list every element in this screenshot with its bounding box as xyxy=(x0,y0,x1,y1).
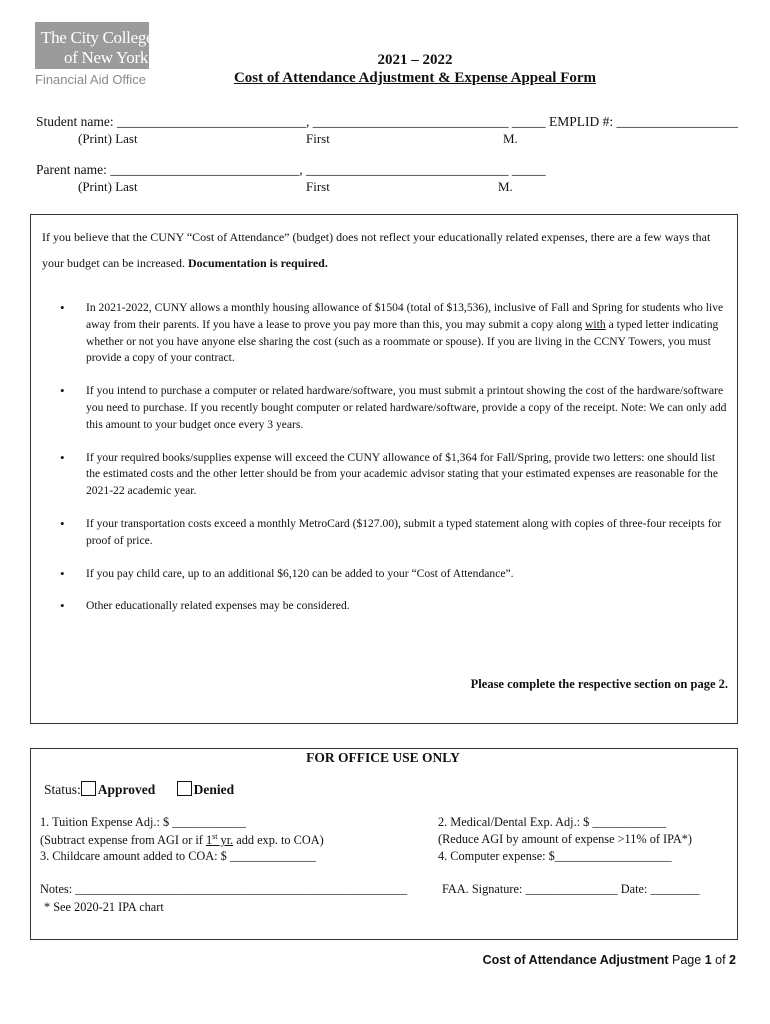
status-row xyxy=(44,781,234,798)
form-year: 2021 – 2022 xyxy=(377,52,453,68)
logo-line-2: of New York xyxy=(64,48,149,67)
footer-page-word: Page xyxy=(672,953,702,967)
logo-line-1: The City College xyxy=(41,28,154,47)
student-middle-label: M. xyxy=(503,131,518,146)
approved-checkbox[interactable] xyxy=(81,781,96,796)
list-item-computer: • If you intend to purchase a computer or related hardware/software, you must submit a printout showing the cost of the hardware/software you need to purchase. If you recently bought computer or related hardware/software, provide a copy of the receipt. Note: We can only add this amount to your budget once every 3 years. xyxy=(60,383,730,433)
footer-of-word: of xyxy=(715,953,726,967)
denied-label: Denied xyxy=(193,782,235,797)
list-item-housing: • In 2021-2022, CUNY allows a monthly housing allowance of $1504 (total of $13,536), inclusive of Fall and Spring for students who live away from their parents. If you have a lease to prove you pay more than this, you may submit a copy along with a typed letter indicating whether or not you have anyone else sharing the cost (such as a roommate or spouse). If you are living in the CCNY Towers, you must provide a copy of your contract. xyxy=(60,300,730,367)
ways-list xyxy=(60,300,730,631)
footer-page-total: 2 xyxy=(729,953,736,967)
approved-label: Approved xyxy=(97,782,156,797)
parent-print-last-label: (Print) Last xyxy=(78,179,138,194)
medical-note: (Reduce AGI by amount of expense >11% of IPA*) xyxy=(438,832,692,846)
medical-adjustment-field[interactable]: 2. Medical/Dental Exp. Adj.: $ ____________ xyxy=(438,815,667,829)
childcare-amount-field[interactable]: 3. Childcare amount added to COA: $ ______________ xyxy=(40,849,316,863)
computer-expense-field[interactable]: 4. Computer expense: $___________________ xyxy=(438,849,672,863)
notes-field[interactable]: Notes: ______________________________________________________ xyxy=(40,882,408,896)
status-label: Status: xyxy=(44,782,81,797)
list-item-childcare: • If you pay child care, up to an additional $6,120 can be added to your “Cost of Attendance”. xyxy=(60,566,730,583)
intro-documentation: Documentation is required. xyxy=(187,256,328,270)
logo-office: Financial Aid Office xyxy=(35,72,147,87)
student-print-last-label: (Print) Last xyxy=(78,131,138,146)
student-first-label: First xyxy=(306,131,330,146)
list-item-books: • If your required books/supplies expense will exceed the CUNY allowance of $1,364 for Fall/Spring, provide two letters: one should list the estimated costs and the other letter should be from your academic advisor stating that your estimated expenses are reasonable for the 2021-22 academic year. xyxy=(60,450,730,500)
page-footer xyxy=(483,953,736,967)
footer-page-number: 1 xyxy=(704,953,712,967)
footer-title: Cost of Attendance Adjustment xyxy=(482,953,669,967)
ipa-chart-note: * See 2020-21 IPA chart xyxy=(44,900,164,914)
office-use-title: FOR OFFICE USE ONLY xyxy=(306,750,460,765)
intro-text xyxy=(42,224,732,276)
intro-body: If you believe that the CUNY “Cost of Attendance” (budget) does not reflect your educationally related expenses, there are a few ways that your budget can be increased. xyxy=(42,230,711,270)
list-item-other: • Other educationally related expenses may be considered. xyxy=(60,598,730,615)
tuition-adjustment-field[interactable]: 1. Tuition Expense Adj.: $ ____________ xyxy=(40,815,246,829)
list-item-transportation: • If your transportation costs exceed a monthly MetroCard ($127.00), submit a typed statement along with copies of three-four receipts for proof of price. xyxy=(60,516,730,550)
tuition-note: (Subtract expense from AGI or if 1st yr. add exp. to COA) xyxy=(40,832,324,848)
parent-name-field[interactable]: Parent name: ____________________________, ______________________________ _____ xyxy=(36,162,546,177)
parent-middle-label: M. xyxy=(498,179,513,194)
faa-signature-date-field[interactable]: FAA. Signature: _______________ Date: ________ xyxy=(442,882,700,896)
parent-first-label: First xyxy=(306,179,330,194)
complete-page2-note: Please complete the respective section on page 2. xyxy=(470,677,728,691)
denied-checkbox[interactable] xyxy=(177,781,192,796)
student-name-field[interactable]: Student name: ____________________________, _____________________________ _____ EMPLID #: __________________ xyxy=(36,114,738,129)
form-title: Cost of Attendance Adjustment & Expense Appeal Form xyxy=(233,70,597,86)
